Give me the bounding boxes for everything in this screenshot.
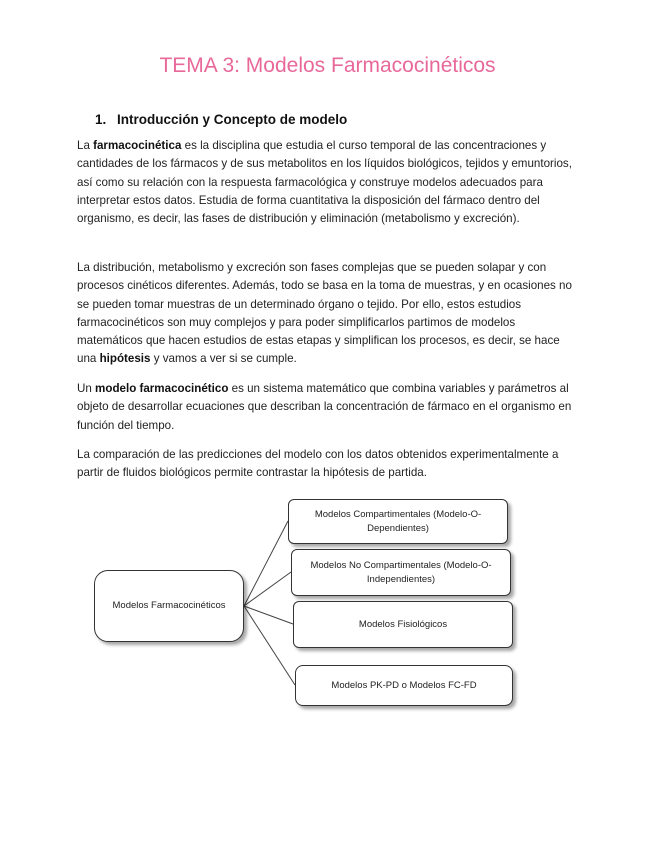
paragraph-modelo: Un modelo farmacocinético es un sistema matemático que combina variables y parámetros al objeto de desarrollar ecuaciones que describan la concentración de fármaco en el organismo en función del tiempo. bbox=[77, 382, 572, 432]
paragraph-comparacion: La comparación de las predicciones del modelo con los datos obtenidos experimentalmente a partir de fluidos biológicos permite contrastar la hipótesis de partida. bbox=[77, 448, 559, 480]
connector-4 bbox=[244, 606, 295, 685]
section-title: Introducción y Concepto de modelo bbox=[117, 112, 348, 127]
connector-1 bbox=[244, 521, 288, 606]
section-number: 1. bbox=[95, 112, 107, 127]
diagram-node-no-compartimentales: Modelos No Compartimentales (Modelo-O-Independientes) bbox=[291, 549, 511, 596]
connector-3 bbox=[244, 606, 293, 624]
diagram-node-fisiologicos: Modelos Fisiológicos bbox=[293, 601, 513, 648]
paragraph-distribucion: La distribución, metabolismo y excreción son fases complejas que se pueden solapar y con procesos cinéticos diferentes. Además, todo se basa en la toma de muestras, y en ocasiones no se pueden tomar muestras de un determinado órgano o tejido. Por ello, estos estudios farmacocinéticos son muy complejos y para poder simplificarlos partimos de modelos matemáticos que hacen estudios de estas etapas y simplifican los procesos, es decir, se hace una hipótesis y vamos a ver si se cumple. bbox=[77, 261, 572, 366]
section-heading bbox=[95, 112, 347, 127]
term-modelo-farmacocinetico: modelo farmacocinético bbox=[95, 382, 229, 395]
diagram-root-node: Modelos Farmacocinéticos bbox=[94, 570, 244, 642]
connector-2 bbox=[244, 572, 291, 606]
diagram-node-pk-pd: Modelos PK-PD o Modelos FC-FD bbox=[295, 665, 513, 706]
paragraph-farmacocinetica: La farmacocinética es la disciplina que estudia el curso temporal de las concentraciones y cantidades de los fármacos y de sus metabolitos en los líquidos biológicos, tejidos y emuntorios, así como su relación con la respuesta farmacológica y construye modelos adecuados para interpretar estos datos. Estudia de forma cuantitativa la disposición del fármaco dentro del organismo, es decir, las fases de distribución y eliminación (metabolismo y excreción). bbox=[77, 139, 572, 226]
term-hipotesis: hipótesis bbox=[99, 352, 151, 366]
page-title: TEMA 3: Modelos Farmacocinéticos bbox=[159, 54, 496, 77]
diagram-node-compartimentales: Modelos Compartimentales (Modelo-O-Dependientes) bbox=[288, 499, 508, 544]
term-farmacocinetica: farmacocinética bbox=[93, 139, 182, 152]
